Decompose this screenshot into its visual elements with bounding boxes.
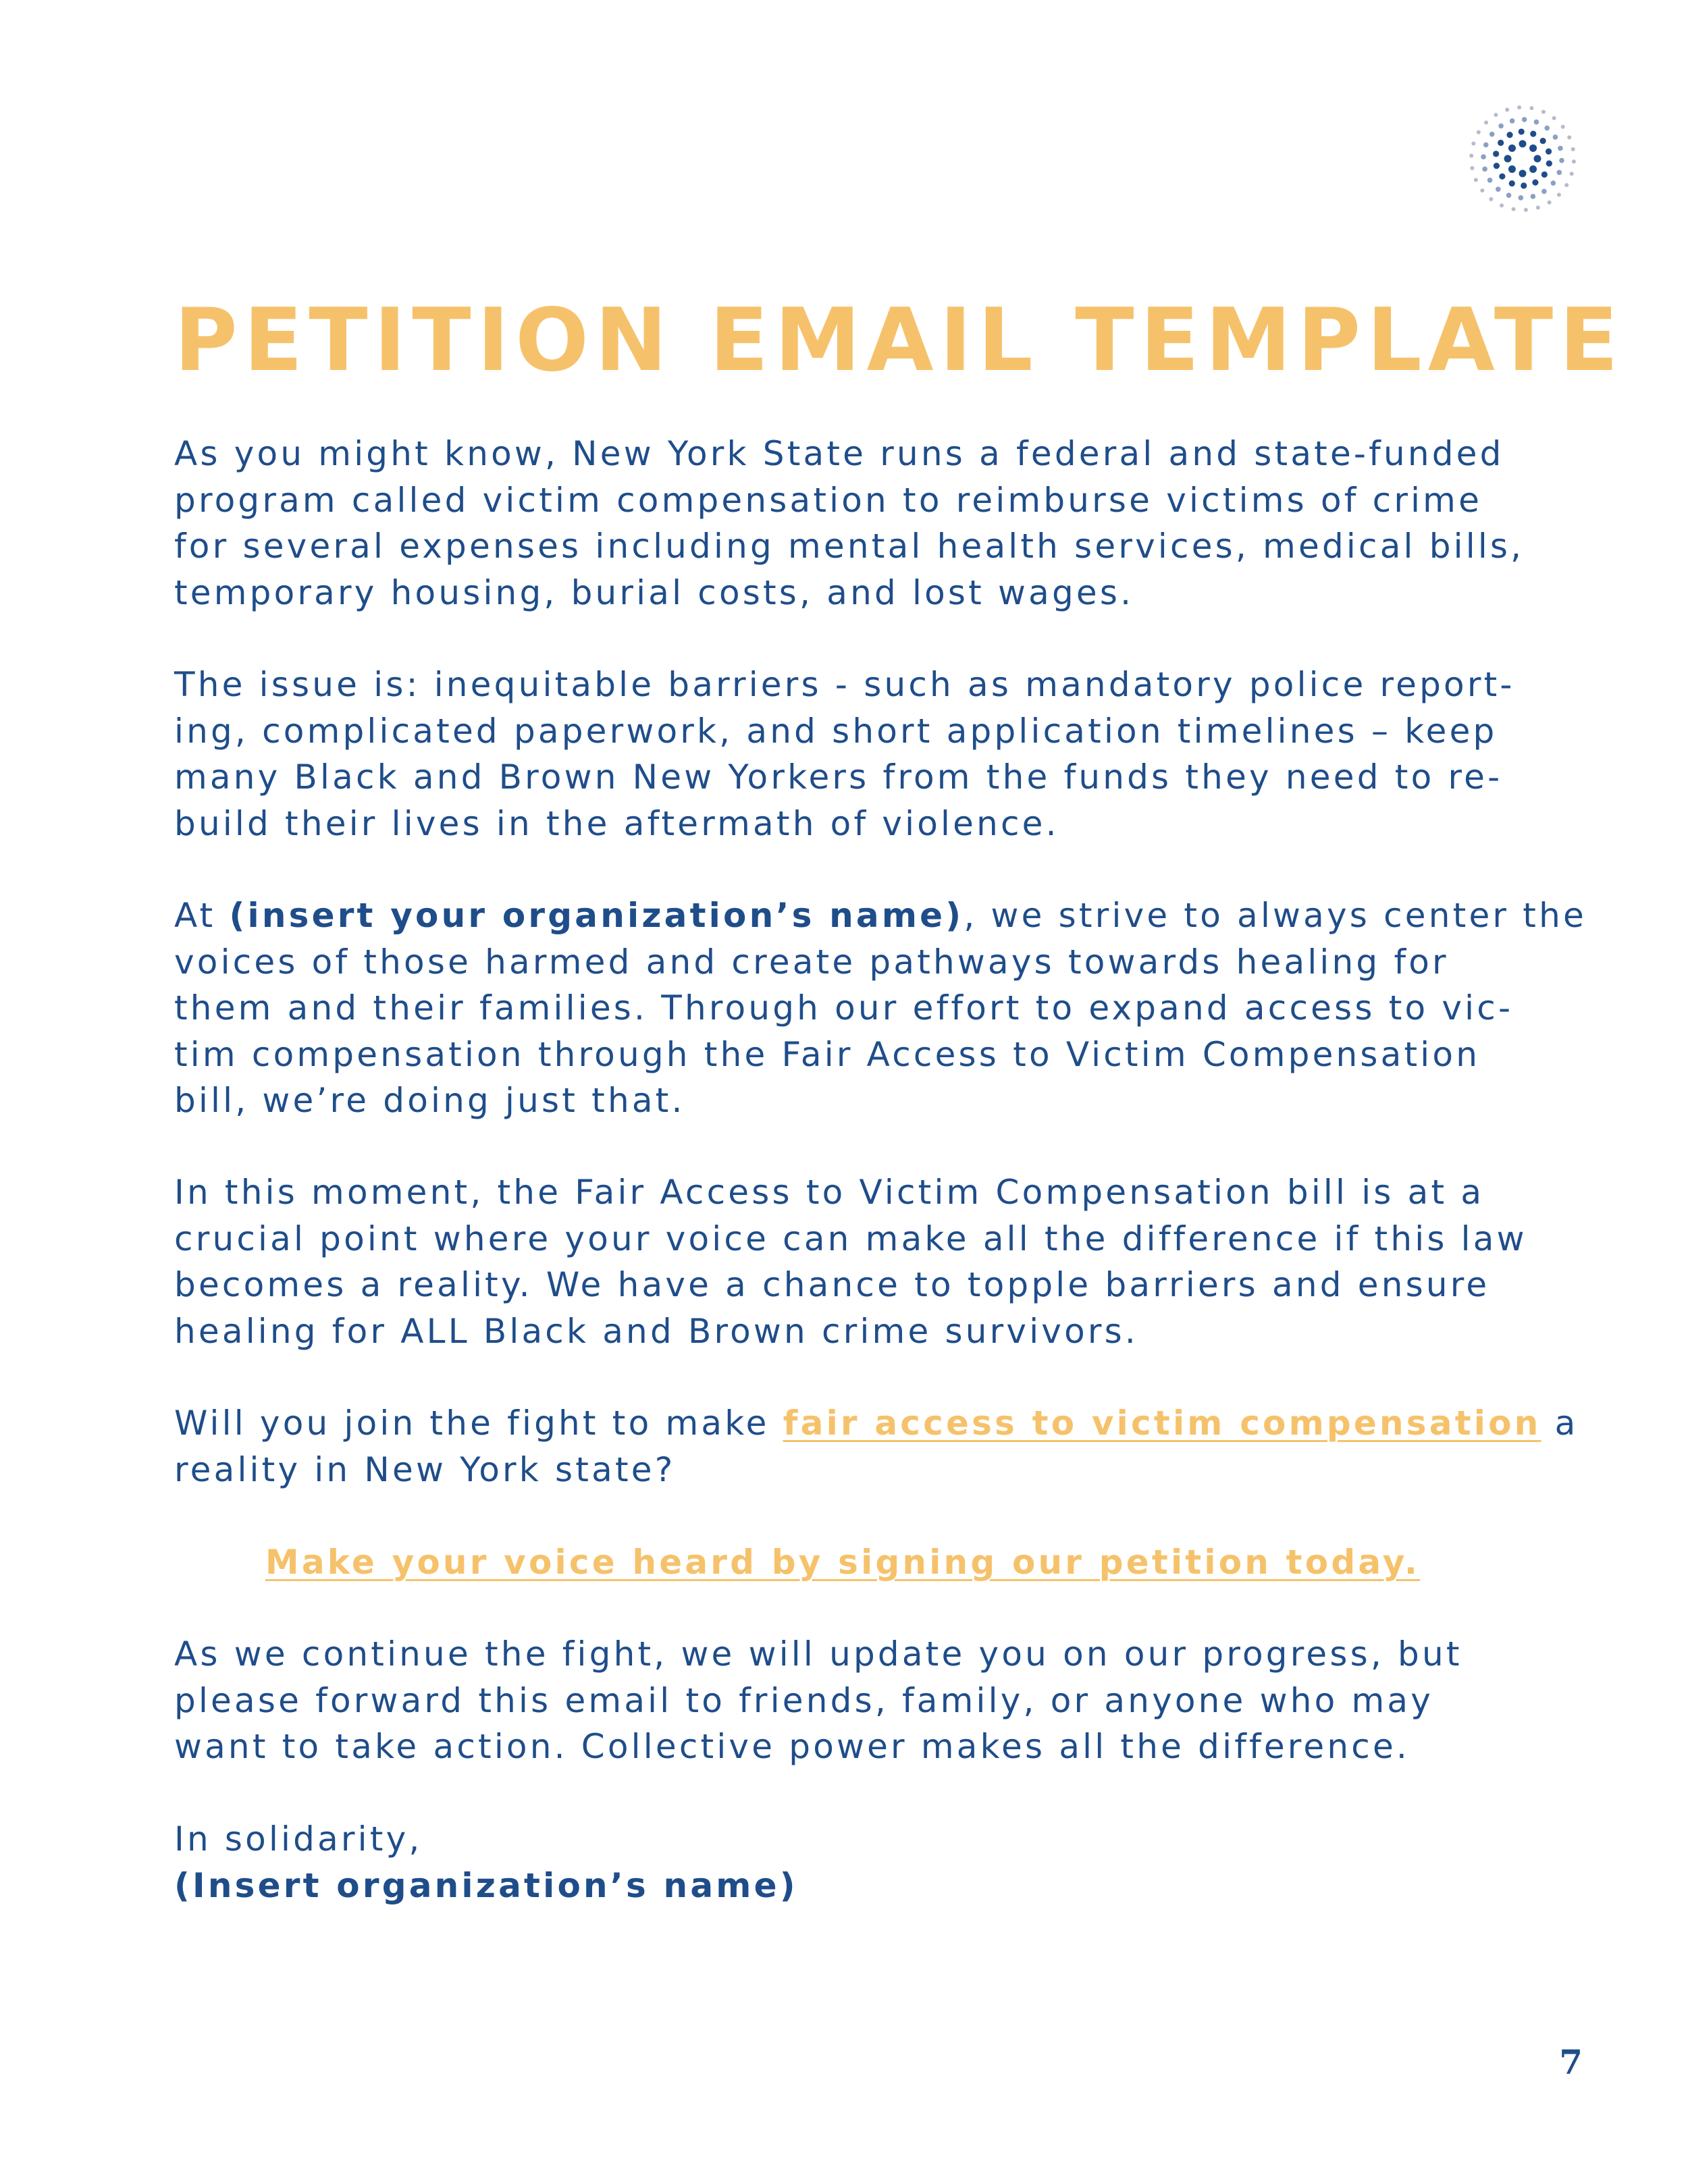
sunburst-dots-icon <box>1458 95 1587 223</box>
text-line: them and their families. Through our effort to expand access to vic- <box>174 988 1514 1028</box>
text-line: temporary housing, burial costs, and lost wages. <box>174 572 1134 612</box>
logo-dot <box>1541 171 1548 178</box>
text-line: healing for ALL Black and Brown crime survivors. <box>174 1311 1138 1351</box>
text-segment: a <box>1541 1404 1579 1443</box>
signoff <box>174 1816 1531 1909</box>
text-line: many Black and Brown New Yorkers from the funds they need to re- <box>174 757 1503 797</box>
closing-line: In solidarity, <box>174 1819 423 1859</box>
logo-dot <box>1508 165 1516 173</box>
logo-dot <box>1474 178 1478 182</box>
logo-dot <box>1540 138 1546 144</box>
text-segment: Will you join the fight to make <box>174 1404 783 1443</box>
logo-dot <box>1493 151 1499 157</box>
logo-dot <box>1519 140 1527 148</box>
logo-dot <box>1541 189 1547 194</box>
logo-dot <box>1487 178 1493 183</box>
logo-dot <box>1558 146 1563 151</box>
logo-dot <box>1521 182 1527 188</box>
logo-dot <box>1529 165 1537 173</box>
logo-dot <box>1536 205 1540 209</box>
logo-dot <box>1499 174 1505 180</box>
text-line: The issue is: inequitable barriers - such as mandatory police report- <box>174 665 1515 704</box>
logo-dot <box>1470 166 1474 170</box>
text-line: tim compensation through the Fair Access to Victim Compensation <box>174 1034 1481 1074</box>
logo-dot <box>1480 188 1484 192</box>
logo-dot <box>1481 155 1486 160</box>
fair-access-link[interactable]: fair access to victim compensation <box>783 1404 1541 1443</box>
text-line: As you might know, New York State runs a federal and state-funded <box>174 434 1504 473</box>
logo-dot <box>1517 105 1521 109</box>
text-line: build their lives in the aftermath of violence. <box>174 803 1059 843</box>
logo-dot <box>1572 159 1576 163</box>
logo-dot <box>1509 180 1515 186</box>
logo-dot <box>1546 149 1552 155</box>
logo-dot <box>1496 187 1501 192</box>
logo-dot <box>1484 120 1488 124</box>
text-line: please forward this email to friends, family, or anyone who may <box>174 1680 1434 1720</box>
logo-dot <box>1529 144 1537 152</box>
logo-dot <box>1483 142 1489 148</box>
logo-dot <box>1556 170 1562 176</box>
text-line: want to take action. Collective power makes all the difference. <box>174 1727 1410 1766</box>
logo-dot <box>1531 194 1536 199</box>
paragraph-moment <box>174 1169 1531 1354</box>
logo-dot <box>1553 134 1558 140</box>
text-line: program called victim compensation to reimburse victims of crime <box>174 480 1483 520</box>
text-line: voices of those harmed and create pathways towards healing for <box>174 942 1449 982</box>
logo-dot <box>1548 201 1552 205</box>
logo-dot <box>1508 144 1516 152</box>
petition-link[interactable]: Make your voice heard by signing our petition today. <box>265 1543 1421 1582</box>
logo-dot <box>1561 125 1565 129</box>
text-line <box>174 893 1587 939</box>
text-line: becomes a reality. We have a chance to topple barriers and ensure <box>174 1265 1490 1304</box>
logo-dot <box>1564 183 1568 187</box>
logo-dot <box>1519 128 1525 134</box>
text-line: reality in New York state? <box>174 1449 676 1489</box>
text-line: In this moment, the Fair Access to Victim Compensation bill is at a <box>174 1173 1485 1212</box>
logo-dot <box>1498 124 1504 129</box>
logo-dot <box>1551 180 1556 186</box>
text-line: As we continue the fight, we will update you on our progress, but <box>174 1634 1462 1674</box>
petition-link-container <box>174 1539 1511 1586</box>
logo-dot <box>1469 154 1473 158</box>
logo-dot <box>1532 180 1538 186</box>
paragraph-forward <box>174 1631 1531 1770</box>
logo-dot <box>1510 118 1515 124</box>
logo-dot <box>1529 106 1533 110</box>
logo-dot <box>1552 116 1556 120</box>
logo-dot <box>1494 163 1500 169</box>
text-segment: , we strive to always center the <box>964 896 1587 935</box>
text-line: for several expenses including mental health services, medical bills, <box>174 527 1525 566</box>
logo-dot <box>1477 130 1481 134</box>
signature-placeholder: (Insert organization’s name) <box>174 1865 798 1905</box>
logo-dot <box>1571 147 1575 151</box>
logo-dot <box>1534 155 1541 163</box>
logo-dot <box>1482 167 1487 172</box>
text-line: bill, we’re doing just that. <box>174 1081 685 1120</box>
logo-dot <box>1500 203 1504 207</box>
logo-dot <box>1519 170 1527 178</box>
logo-dot <box>1498 140 1504 146</box>
paragraph-organization <box>174 893 1587 1124</box>
text-line: ing, complicated paperwork, and short application timelines – keep <box>174 711 1498 751</box>
logo-dot <box>1541 110 1546 114</box>
logo-dot <box>1522 117 1527 122</box>
logo-dot <box>1512 207 1516 211</box>
text-line <box>174 1400 1579 1447</box>
logo-dot <box>1494 113 1498 117</box>
logo-dot <box>1567 136 1571 140</box>
logo-dot <box>1519 195 1524 201</box>
logo-dot <box>1505 108 1509 112</box>
logo-dot <box>1544 126 1550 131</box>
logo-dot <box>1504 155 1512 163</box>
text-line: crucial point where your voice can make all the difference if this law <box>174 1219 1527 1258</box>
logo-dot <box>1559 158 1564 163</box>
logo-dot <box>1471 142 1475 146</box>
logo-dot <box>1506 192 1512 198</box>
paragraph-intro <box>174 431 1531 616</box>
page-number: 7 <box>1559 2042 1583 2082</box>
logo-dot <box>1489 197 1493 201</box>
logo-dot <box>1489 132 1495 137</box>
logo-dot <box>1506 132 1512 138</box>
text-segment: At <box>174 896 230 935</box>
logo-dot <box>1546 161 1552 167</box>
paragraph-issue <box>174 662 1531 847</box>
logo-dot <box>1557 193 1561 197</box>
logo-dot <box>1524 208 1528 212</box>
logo-dot <box>1534 119 1539 125</box>
logo-dot <box>1570 171 1574 176</box>
page-title: PETITION EMAIL TEMPLATE <box>174 290 1625 391</box>
logo-dot <box>1530 131 1536 137</box>
organization-name-placeholder: (insert your organization’s name) <box>229 896 964 935</box>
paragraph-join <box>174 1400 1579 1493</box>
